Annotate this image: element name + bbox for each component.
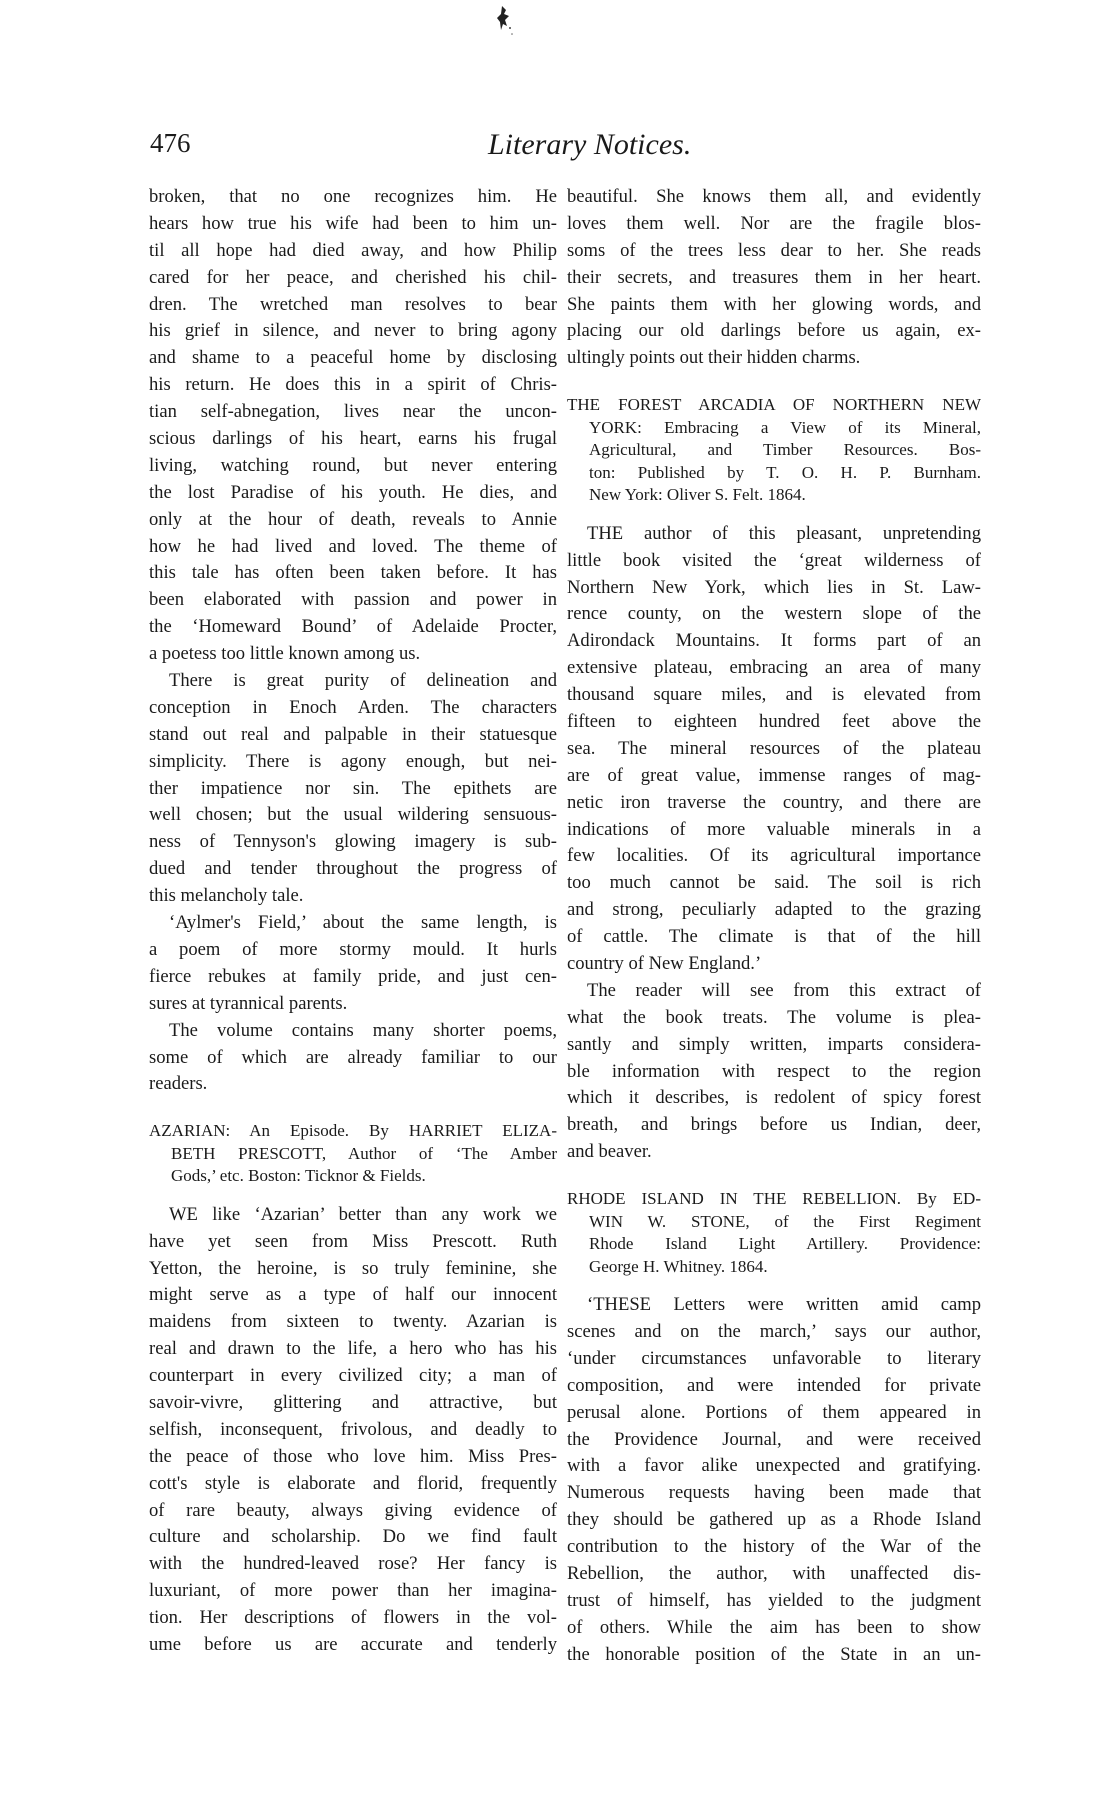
text-line: tian self-abnegation, lives near the uncon-: [149, 401, 557, 423]
page-number: 476: [150, 128, 191, 158]
paragraph: [567, 1292, 981, 1668]
text-line: Adirondack Mountains. It forms part of an: [567, 630, 981, 652]
text-line: cared for her peace, and cherished his chil-: [149, 266, 557, 288]
text-line: maidens from sixteen to twenty. Azarian is: [149, 1311, 557, 1333]
text-line: sures at tyrannical parents.: [149, 992, 348, 1014]
text-line: simplicity. There is agony enough, but nei-: [149, 750, 557, 772]
article-heading: [149, 1120, 557, 1188]
text-line: indications of more valuable minerals in a: [567, 818, 981, 840]
text-line: til all hope had died away, and how Philip: [149, 239, 557, 261]
text-line: and strong, peculiarly adapted to the grazing: [567, 899, 981, 921]
text-line: his return. He does this in a spirit of Chris-: [149, 374, 557, 396]
text-line: Agricultural, and Timber Resources. Bos-: [589, 440, 981, 460]
paragraph: [149, 1018, 557, 1099]
text-line: real and drawn to the life, a hero who has his: [149, 1338, 557, 1360]
text-line: how he had lived and loved. The theme of: [149, 535, 557, 557]
text-line: fifteen to eighteen hundred feet above the: [567, 710, 981, 732]
text-line: their secrets, and treasures them in her heart.: [567, 266, 981, 288]
text-line: ume before us are accurate and tenderly: [149, 1634, 557, 1656]
text-line: contribution to the history of the War of the: [567, 1536, 981, 1558]
text-line: have yet seen from Miss Prescott. Ruth: [149, 1230, 557, 1252]
text-line: which it describes, is redolent of spicy forest: [567, 1087, 981, 1109]
text-line: breath, and brings before us Indian, deer,: [567, 1114, 981, 1136]
text-line: conception in Enoch Arden. The characters: [149, 696, 557, 718]
text-line: perusal alone. Portions of them appeared in: [567, 1401, 981, 1423]
text-line: luxuriant, of more power than her imagina-: [149, 1580, 557, 1602]
article-heading: [567, 1188, 981, 1278]
text-line: the peace of those who love him. Miss Pres-: [149, 1445, 557, 1467]
text-line: Northern New York, which lies in St. Law-: [567, 576, 981, 598]
paragraph: [149, 184, 557, 668]
text-line: AZARIAN: An Episode. By HARRIET ELIZA-: [149, 1121, 557, 1141]
text-line: counterpart in every civilized city; a man of: [149, 1365, 557, 1387]
text-line: living, watching round, but never entering: [149, 454, 557, 476]
text-line: stand out real and palpable in their statuesque: [149, 723, 557, 745]
text-line: Rhode Island Light Artillery. Providence:: [589, 1234, 981, 1254]
text-line: WE like ‘Azarian’ better than any work we: [169, 1203, 557, 1225]
text-line: ther impatience nor sin. The epithets are: [149, 777, 557, 799]
text-line: country of New England.’: [567, 952, 762, 974]
text-line: George H. Whitney. 1864.: [589, 1256, 768, 1276]
paragraph: [149, 668, 557, 910]
text-line: little book visited the ‘great wilderness of: [567, 549, 981, 571]
text-line: soms of the trees less dear to her. She reads: [567, 239, 981, 261]
text-line: ton: Published by T. O. H. P. Burnham.: [589, 462, 981, 482]
text-line: THE author of this pleasant, unpretending: [587, 522, 981, 544]
text-line: Numerous requests having been made that: [567, 1482, 981, 1504]
text-line: might serve as a type of half our innocent: [149, 1284, 557, 1306]
text-line: Gods,’ etc. Boston: Ticknor & Fields.: [171, 1166, 426, 1186]
text-line: loves them well. Nor are the fragile blos-: [567, 212, 981, 234]
text-line: scious darlings of his heart, earns his frugal: [149, 428, 557, 450]
text-line: what the book treats. The volume is plea-: [567, 1006, 981, 1028]
text-line: some of which are already familiar to our: [149, 1046, 557, 1068]
text-line: of others. While the aim has been to show: [567, 1616, 981, 1638]
text-line: tion. Her descriptions of flowers in the vol-: [149, 1607, 557, 1629]
ink-blot-mark: [494, 4, 518, 38]
text-line: WIN W. STONE, of the First Regiment: [589, 1211, 981, 1231]
text-line: this melancholy tale.: [149, 885, 304, 907]
text-line: readers.: [149, 1073, 208, 1095]
paragraph: [567, 521, 981, 978]
text-line: beautiful. She knows them all, and evidently: [567, 186, 981, 207]
text-line: with a favor alike unexpected and gratifying.: [567, 1455, 981, 1477]
text-line: broken, that no one recognizes him. He: [149, 186, 557, 207]
text-line: The reader will see from this extract of: [587, 979, 981, 1001]
text-line: only at the hour of death, reveals to Annie: [149, 508, 557, 530]
text-line: with the hundred-leaved rose? Her fancy is: [149, 1553, 557, 1575]
text-line: his grief in silence, and never to bring agony: [149, 320, 557, 342]
text-line: netic iron traverse the country, and there are: [567, 791, 981, 813]
text-line: There is great purity of delineation and: [169, 670, 557, 692]
paragraph: [567, 978, 981, 1166]
text-line: a poem of more stormy mould. It hurls: [149, 938, 557, 960]
text-line: selfish, inconsequent, frivolous, and deadly to: [149, 1418, 557, 1440]
text-line: rence county, on the western slope of the: [567, 603, 981, 625]
text-line: ness of Tennyson's glowing imagery is sub-: [149, 831, 557, 853]
text-line: sea. The mineral resources of the plateau: [567, 737, 981, 759]
text-line: of rare beauty, always giving evidence of: [149, 1499, 557, 1521]
text-line: well chosen; but the usual wildering sensuous-: [149, 804, 557, 826]
text-line: too much cannot be said. The soil is rich: [567, 872, 981, 894]
text-line: ultingly points out their hidden charms.: [567, 347, 861, 369]
text-line: been elaborated with passion and power in: [149, 589, 557, 611]
text-line: this tale has often been taken before. It has: [149, 562, 557, 584]
text-line: Rebellion, the author, with unaffected dis-: [567, 1563, 981, 1585]
paragraph: [149, 910, 557, 1018]
text-line: trust of himself, has yielded to the judgment: [567, 1589, 981, 1611]
text-line: composition, and were intended for private: [567, 1374, 981, 1396]
text-line: hears how true his wife had been to him un-: [149, 212, 557, 234]
text-line: She paints them with her glowing words, and: [567, 293, 981, 315]
running-title: Literary Notices.: [488, 128, 692, 161]
text-line: ble information with respect to the region: [567, 1060, 981, 1082]
text-line: a poetess too little known among us.: [149, 643, 421, 665]
text-line: ‘THESE Letters were written amid camp: [587, 1294, 981, 1316]
text-line: Yetton, the heroine, is so truly feminine, she: [149, 1257, 557, 1279]
text-line: santly and simply written, imparts considera-: [567, 1033, 981, 1055]
text-line: culture and scholarship. Do we find fault: [149, 1526, 557, 1548]
text-line: fierce rebukes at family pride, and just cen-: [149, 965, 557, 987]
text-line: the ‘Homeward Bound’ of Adelaide Procter,: [149, 616, 557, 638]
text-line: extensive plateau, embracing an area of many: [567, 657, 981, 679]
left-column: [149, 184, 557, 1659]
text-line: scenes and on the march,’ says our author,: [567, 1321, 981, 1342]
article-heading: [567, 394, 981, 507]
right-column: [567, 184, 981, 1669]
text-line: New York: Oliver S. Felt. 1864.: [589, 485, 806, 505]
text-line: savoir-vivre, glittering and attractive, but: [149, 1392, 557, 1414]
paragraph: [149, 1202, 557, 1659]
text-line: thousand square miles, and is elevated from: [567, 684, 981, 706]
text-line: dren. The wretched man resolves to bear: [149, 293, 557, 315]
text-line: the Providence Journal, and were received: [567, 1428, 981, 1450]
text-line: of cattle. The climate is that of the hill: [567, 926, 981, 948]
text-line: the honorable position of the State in an un-: [567, 1643, 981, 1665]
text-line: RHODE ISLAND IN THE REBELLION. By ED-: [567, 1189, 981, 1209]
text-line: The volume contains many shorter poems,: [169, 1019, 557, 1041]
text-line: they should be gathered up as a Rhode Island: [567, 1509, 981, 1531]
text-line: ‘Aylmer's Field,’ about the same length, is: [169, 912, 557, 934]
text-line: THE FOREST ARCADIA OF NORTHERN NEW: [567, 395, 981, 415]
text-line: and beaver.: [567, 1141, 652, 1163]
text-line: dued and tender throughout the progress of: [149, 858, 557, 880]
text-line: few localities. Of its agricultural importance: [567, 845, 981, 867]
text-line: BETH PRESCOTT, Author of ‘The Amber: [171, 1143, 557, 1163]
text-line: placing our old darlings before us again, ex-: [567, 320, 981, 342]
text-line: and shame to a peaceful home by disclosing: [149, 347, 557, 369]
paragraph: [567, 184, 981, 372]
text-line: ‘under circumstances unfavorable to literary: [567, 1347, 981, 1369]
text-line: the lost Paradise of his youth. He dies, and: [149, 481, 557, 503]
text-line: YORK: Embracing a View of its Mineral,: [589, 417, 981, 437]
text-line: cott's style is elaborate and florid, frequently: [149, 1472, 557, 1494]
text-line: are of great value, immense ranges of mag-: [567, 764, 981, 786]
